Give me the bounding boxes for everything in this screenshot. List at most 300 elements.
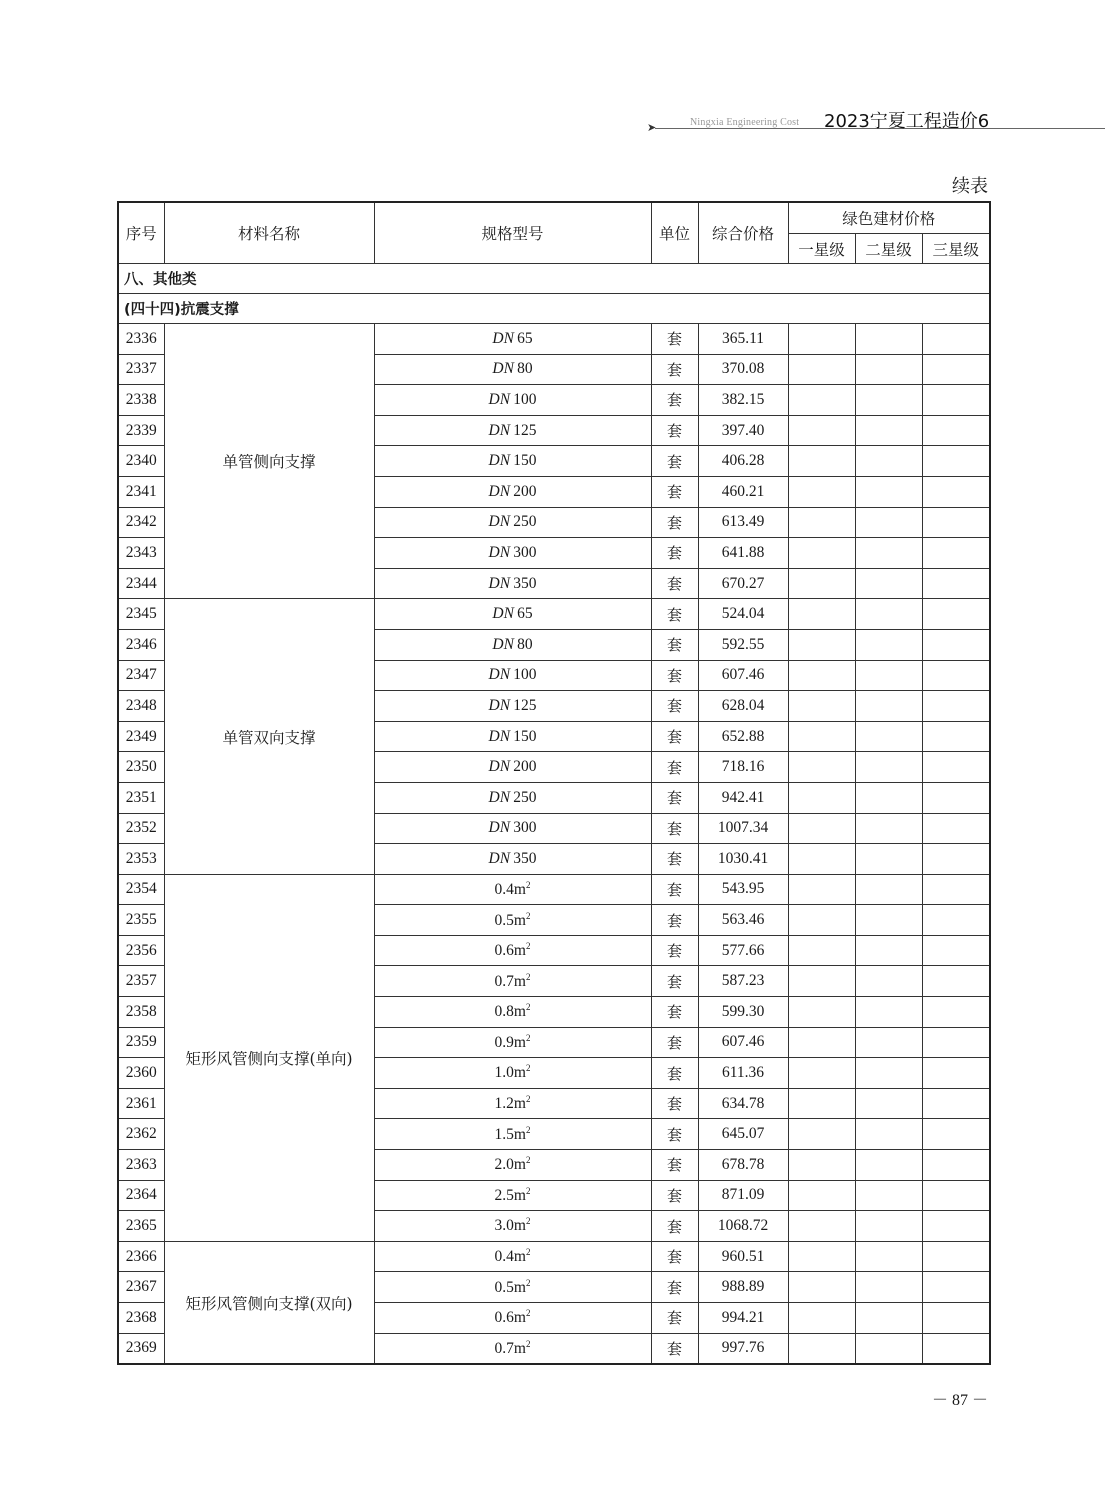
price-cell: 577.66 bbox=[698, 935, 788, 966]
spec-cell bbox=[374, 1119, 651, 1150]
spec-prefix: DN bbox=[488, 666, 511, 684]
price-cell: 988.89 bbox=[698, 1272, 788, 1303]
green-one-star-cell bbox=[788, 691, 855, 722]
green-one-star-cell bbox=[788, 874, 855, 905]
green-three-star-cell bbox=[922, 935, 990, 966]
spec-cell bbox=[374, 1241, 651, 1272]
spec-cell bbox=[374, 446, 651, 477]
green-two-star-cell bbox=[855, 538, 922, 569]
unit-cell: 套 bbox=[651, 844, 698, 875]
unit-cell: 套 bbox=[651, 782, 698, 813]
spec-value: 0.9m bbox=[494, 1034, 526, 1052]
price-cell: 406.28 bbox=[698, 446, 788, 477]
spec-prefix: DN bbox=[488, 574, 511, 592]
spec-value: 80 bbox=[517, 635, 533, 653]
row-index: 2355 bbox=[118, 905, 164, 936]
spec-prefix: DN bbox=[492, 635, 514, 653]
price-cell: 365.11 bbox=[698, 324, 788, 355]
price-cell: 397.40 bbox=[698, 415, 788, 446]
unit-cell: 套 bbox=[651, 1241, 698, 1272]
green-three-star-cell bbox=[922, 599, 990, 630]
green-one-star-cell bbox=[788, 1150, 855, 1181]
spec-value: 0.6m bbox=[494, 1309, 526, 1327]
col-header-index: 序号 bbox=[118, 202, 164, 264]
green-one-star-cell bbox=[788, 1180, 855, 1211]
green-three-star-cell bbox=[922, 446, 990, 477]
price-cell: 1007.34 bbox=[698, 813, 788, 844]
green-two-star-cell bbox=[855, 1027, 922, 1058]
green-three-star-cell bbox=[922, 385, 990, 416]
unit-cell: 套 bbox=[651, 568, 698, 599]
green-one-star-cell bbox=[788, 1241, 855, 1272]
spec-value: 350 bbox=[513, 574, 537, 592]
price-table bbox=[117, 201, 991, 1365]
spec-prefix: DN bbox=[492, 329, 514, 347]
col-header-price: 综合价格 bbox=[698, 202, 788, 264]
unit-cell: 套 bbox=[651, 1058, 698, 1089]
spec-prefix: DN bbox=[488, 849, 511, 867]
price-cell: 524.04 bbox=[698, 599, 788, 630]
row-index: 2361 bbox=[118, 1088, 164, 1119]
table-row bbox=[118, 1241, 990, 1272]
spec-value: 350 bbox=[513, 849, 537, 867]
unit-cell: 套 bbox=[651, 1088, 698, 1119]
spec-cell bbox=[374, 1211, 651, 1242]
row-index: 2365 bbox=[118, 1211, 164, 1242]
price-cell: 460.21 bbox=[698, 476, 788, 507]
spec-cell bbox=[374, 691, 651, 722]
spec-value: 0.6m bbox=[494, 942, 526, 960]
price-cell: 942.41 bbox=[698, 782, 788, 813]
green-three-star-cell bbox=[922, 568, 990, 599]
unit-cell: 套 bbox=[651, 324, 698, 355]
spec-value: 1.2m bbox=[494, 1095, 526, 1113]
spec-value: 100 bbox=[513, 390, 537, 408]
row-index: 2353 bbox=[118, 844, 164, 875]
price-cell: 607.46 bbox=[698, 660, 788, 691]
unit-cell: 套 bbox=[651, 1333, 698, 1364]
green-two-star-cell bbox=[855, 568, 922, 599]
row-index: 2336 bbox=[118, 324, 164, 355]
row-index: 2359 bbox=[118, 1027, 164, 1058]
page-number: － 87 － bbox=[931, 1392, 988, 1409]
spec-cell bbox=[374, 1272, 651, 1303]
spec-superscript: 2 bbox=[525, 1155, 531, 1166]
spec-cell bbox=[374, 752, 651, 783]
unit-cell: 套 bbox=[651, 874, 698, 905]
spec-cell bbox=[374, 905, 651, 936]
spec-prefix: DN bbox=[488, 727, 511, 745]
row-index: 2341 bbox=[118, 476, 164, 507]
green-three-star-cell bbox=[922, 660, 990, 691]
spec-cell bbox=[374, 1088, 651, 1119]
green-one-star-cell bbox=[788, 324, 855, 355]
spec-superscript: 2 bbox=[525, 910, 531, 921]
spec-cell bbox=[374, 354, 651, 385]
green-three-star-cell bbox=[922, 1180, 990, 1211]
price-cell: 543.95 bbox=[698, 874, 788, 905]
spec-prefix: DN bbox=[488, 421, 511, 439]
spec-cell bbox=[374, 538, 651, 569]
spec-value: 65 bbox=[517, 329, 533, 347]
green-two-star-cell bbox=[855, 507, 922, 538]
unit-cell: 套 bbox=[651, 1027, 698, 1058]
spec-superscript: 2 bbox=[525, 1094, 531, 1105]
col-header-spec: 规格型号 bbox=[374, 202, 651, 264]
unit-cell: 套 bbox=[651, 354, 698, 385]
green-two-star-cell bbox=[855, 629, 922, 660]
green-three-star-cell bbox=[922, 476, 990, 507]
price-cell: 628.04 bbox=[698, 691, 788, 722]
row-index: 2344 bbox=[118, 568, 164, 599]
spec-superscript: 2 bbox=[525, 1247, 531, 1258]
green-one-star-cell bbox=[788, 599, 855, 630]
spec-cell bbox=[374, 966, 651, 997]
spec-superscript: 2 bbox=[525, 1185, 531, 1196]
green-one-star-cell bbox=[788, 813, 855, 844]
row-index: 2352 bbox=[118, 813, 164, 844]
spec-cell bbox=[374, 997, 651, 1028]
header-arrow-icon: ➤ bbox=[647, 121, 657, 134]
spec-prefix: DN bbox=[488, 758, 511, 776]
spec-superscript: 2 bbox=[525, 1124, 531, 1135]
row-index: 2367 bbox=[118, 1272, 164, 1303]
category-row: 八、其他类 bbox=[118, 264, 990, 294]
spec-value: 150 bbox=[513, 727, 537, 745]
green-one-star-cell bbox=[788, 997, 855, 1028]
spec-cell bbox=[374, 1150, 651, 1181]
unit-cell: 套 bbox=[651, 660, 698, 691]
green-one-star-cell bbox=[788, 660, 855, 691]
spec-value: 1.5m bbox=[494, 1125, 526, 1143]
unit-cell: 套 bbox=[651, 1119, 698, 1150]
price-cell: 1030.41 bbox=[698, 844, 788, 875]
green-three-star-cell bbox=[922, 691, 990, 722]
row-index: 2350 bbox=[118, 752, 164, 783]
price-cell: 641.88 bbox=[698, 538, 788, 569]
row-index: 2354 bbox=[118, 874, 164, 905]
col-header-unit: 单位 bbox=[651, 202, 698, 264]
row-index: 2356 bbox=[118, 935, 164, 966]
col-header-name: 材料名称 bbox=[164, 202, 374, 264]
green-one-star-cell bbox=[788, 1088, 855, 1119]
green-one-star-cell bbox=[788, 752, 855, 783]
green-two-star-cell bbox=[855, 1303, 922, 1334]
green-three-star-cell bbox=[922, 966, 990, 997]
green-one-star-cell bbox=[788, 721, 855, 752]
unit-cell: 套 bbox=[651, 446, 698, 477]
spec-cell bbox=[374, 629, 651, 660]
green-three-star-cell bbox=[922, 415, 990, 446]
price-cell: 718.16 bbox=[698, 752, 788, 783]
spec-prefix: DN bbox=[488, 482, 511, 500]
spec-superscript: 2 bbox=[525, 1063, 531, 1074]
green-two-star-cell bbox=[855, 997, 922, 1028]
spec-prefix: DN bbox=[492, 605, 514, 623]
spec-value: 250 bbox=[513, 513, 537, 531]
unit-cell: 套 bbox=[651, 752, 698, 783]
spec-cell bbox=[374, 1333, 651, 1364]
spec-cell bbox=[374, 476, 651, 507]
row-index: 2347 bbox=[118, 660, 164, 691]
price-cell: 960.51 bbox=[698, 1241, 788, 1272]
green-three-star-cell bbox=[922, 997, 990, 1028]
table-row bbox=[118, 874, 990, 905]
table-row bbox=[118, 599, 990, 630]
spec-value: 0.8m bbox=[494, 1003, 526, 1021]
row-index: 2351 bbox=[118, 782, 164, 813]
spec-cell bbox=[374, 568, 651, 599]
spec-cell bbox=[374, 721, 651, 752]
green-one-star-cell bbox=[788, 476, 855, 507]
spec-value: 0.4m bbox=[494, 881, 526, 899]
row-index: 2342 bbox=[118, 507, 164, 538]
spec-superscript: 2 bbox=[525, 1216, 531, 1227]
spec-value: 3.0m bbox=[494, 1217, 526, 1235]
green-two-star-cell bbox=[855, 874, 922, 905]
green-two-star-cell bbox=[855, 385, 922, 416]
unit-cell: 套 bbox=[651, 385, 698, 416]
price-cell: 382.15 bbox=[698, 385, 788, 416]
green-one-star-cell bbox=[788, 385, 855, 416]
row-index: 2363 bbox=[118, 1150, 164, 1181]
green-two-star-cell bbox=[855, 844, 922, 875]
unit-cell: 套 bbox=[651, 507, 698, 538]
spec-prefix: DN bbox=[488, 513, 511, 531]
col-header-green-three-star: 三星级 bbox=[922, 234, 990, 264]
price-cell: 652.88 bbox=[698, 721, 788, 752]
spec-cell bbox=[374, 385, 651, 416]
material-name: 矩形风管侧向支撑(双向) bbox=[164, 1241, 374, 1364]
green-two-star-cell bbox=[855, 446, 922, 477]
unit-cell: 套 bbox=[651, 1211, 698, 1242]
green-one-star-cell bbox=[788, 446, 855, 477]
spec-superscript: 2 bbox=[525, 1338, 531, 1349]
green-two-star-cell bbox=[855, 721, 922, 752]
green-one-star-cell bbox=[788, 568, 855, 599]
row-index: 2360 bbox=[118, 1058, 164, 1089]
unit-cell: 套 bbox=[651, 538, 698, 569]
green-one-star-cell bbox=[788, 1211, 855, 1242]
spec-superscript: 2 bbox=[525, 971, 531, 982]
spec-prefix: DN bbox=[492, 360, 514, 378]
spec-value: 100 bbox=[513, 666, 537, 684]
material-name: 单管双向支撑 bbox=[164, 599, 374, 874]
green-one-star-cell bbox=[788, 905, 855, 936]
spec-superscript: 2 bbox=[525, 879, 531, 890]
spec-value: 300 bbox=[513, 543, 537, 561]
green-two-star-cell bbox=[855, 476, 922, 507]
green-one-star-cell bbox=[788, 1333, 855, 1364]
spec-prefix: DN bbox=[488, 543, 511, 561]
row-index: 2349 bbox=[118, 721, 164, 752]
green-three-star-cell bbox=[922, 354, 990, 385]
green-three-star-cell bbox=[922, 1211, 990, 1242]
spec-value: 150 bbox=[513, 452, 537, 470]
green-two-star-cell bbox=[855, 1180, 922, 1211]
green-two-star-cell bbox=[855, 782, 922, 813]
row-index: 2368 bbox=[118, 1303, 164, 1334]
unit-cell: 套 bbox=[651, 813, 698, 844]
spec-cell bbox=[374, 1058, 651, 1089]
unit-cell: 套 bbox=[651, 599, 698, 630]
green-three-star-cell bbox=[922, 813, 990, 844]
spec-prefix: DN bbox=[488, 819, 511, 837]
unit-cell: 套 bbox=[651, 935, 698, 966]
green-three-star-cell bbox=[922, 874, 990, 905]
price-cell: 592.55 bbox=[698, 629, 788, 660]
green-one-star-cell bbox=[788, 1303, 855, 1334]
spec-value: 200 bbox=[513, 482, 537, 500]
green-one-star-cell bbox=[788, 966, 855, 997]
green-two-star-cell bbox=[855, 599, 922, 630]
green-three-star-cell bbox=[922, 324, 990, 355]
unit-cell: 套 bbox=[651, 629, 698, 660]
green-two-star-cell bbox=[855, 1088, 922, 1119]
material-name: 单管侧向支撑 bbox=[164, 324, 374, 599]
green-three-star-cell bbox=[922, 1272, 990, 1303]
green-two-star-cell bbox=[855, 935, 922, 966]
price-cell: 599.30 bbox=[698, 997, 788, 1028]
spec-prefix: DN bbox=[488, 390, 511, 408]
material-name: 矩形风管侧向支撑(单向) bbox=[164, 874, 374, 1241]
spec-cell bbox=[374, 844, 651, 875]
green-two-star-cell bbox=[855, 966, 922, 997]
header-chinese-title: 2023宁夏工程造价6 bbox=[824, 111, 990, 132]
green-two-star-cell bbox=[855, 905, 922, 936]
green-two-star-cell bbox=[855, 660, 922, 691]
green-two-star-cell bbox=[855, 354, 922, 385]
spec-cell bbox=[374, 324, 651, 355]
price-cell: 678.78 bbox=[698, 1150, 788, 1181]
price-table-container bbox=[117, 201, 989, 1365]
green-two-star-cell bbox=[855, 1119, 922, 1150]
green-one-star-cell bbox=[788, 1119, 855, 1150]
spec-prefix: DN bbox=[488, 696, 511, 714]
continuation-label: 续表 bbox=[952, 176, 988, 197]
row-index: 2369 bbox=[118, 1333, 164, 1364]
spec-value: 80 bbox=[517, 360, 533, 378]
green-three-star-cell bbox=[922, 629, 990, 660]
spec-value: 2.0m bbox=[494, 1156, 526, 1174]
spec-cell bbox=[374, 813, 651, 844]
green-three-star-cell bbox=[922, 1303, 990, 1334]
col-header-green-one-star: 一星级 bbox=[788, 234, 855, 264]
green-one-star-cell bbox=[788, 507, 855, 538]
green-one-star-cell bbox=[788, 1058, 855, 1089]
subcategory-row: (四十四)抗震支撑 bbox=[118, 294, 990, 324]
spec-value: 125 bbox=[513, 696, 537, 714]
unit-cell: 套 bbox=[651, 905, 698, 936]
spec-value: 200 bbox=[513, 758, 537, 776]
table-row bbox=[118, 324, 990, 355]
green-two-star-cell bbox=[855, 813, 922, 844]
row-index: 2358 bbox=[118, 997, 164, 1028]
green-three-star-cell bbox=[922, 1150, 990, 1181]
green-three-star-cell bbox=[922, 1333, 990, 1364]
green-two-star-cell bbox=[855, 1272, 922, 1303]
spec-superscript: 2 bbox=[525, 1277, 531, 1288]
green-three-star-cell bbox=[922, 844, 990, 875]
green-one-star-cell bbox=[788, 1272, 855, 1303]
green-one-star-cell bbox=[788, 782, 855, 813]
spec-cell bbox=[374, 415, 651, 446]
green-two-star-cell bbox=[855, 1211, 922, 1242]
green-one-star-cell bbox=[788, 415, 855, 446]
spec-cell bbox=[374, 874, 651, 905]
spec-value: 65 bbox=[517, 605, 533, 623]
spec-cell bbox=[374, 599, 651, 630]
unit-cell: 套 bbox=[651, 476, 698, 507]
green-two-star-cell bbox=[855, 1058, 922, 1089]
price-cell: 370.08 bbox=[698, 354, 788, 385]
green-three-star-cell bbox=[922, 1027, 990, 1058]
spec-cell bbox=[374, 1303, 651, 1334]
green-one-star-cell bbox=[788, 354, 855, 385]
unit-cell: 套 bbox=[651, 1180, 698, 1211]
header-english-title: Ningxia Engineering Cost bbox=[690, 117, 800, 128]
spec-prefix: DN bbox=[488, 788, 511, 806]
spec-cell bbox=[374, 660, 651, 691]
green-two-star-cell bbox=[855, 415, 922, 446]
price-cell: 611.36 bbox=[698, 1058, 788, 1089]
spec-value: 0.7m bbox=[494, 972, 526, 990]
price-cell: 563.46 bbox=[698, 905, 788, 936]
green-one-star-cell bbox=[788, 844, 855, 875]
green-three-star-cell bbox=[922, 752, 990, 783]
green-three-star-cell bbox=[922, 507, 990, 538]
spec-value: 0.7m bbox=[494, 1339, 526, 1357]
spec-value: 1.0m bbox=[494, 1064, 526, 1082]
price-cell: 645.07 bbox=[698, 1119, 788, 1150]
spec-cell bbox=[374, 935, 651, 966]
unit-cell: 套 bbox=[651, 966, 698, 997]
green-one-star-cell bbox=[788, 1027, 855, 1058]
unit-cell: 套 bbox=[651, 691, 698, 722]
green-three-star-cell bbox=[922, 905, 990, 936]
row-index: 2337 bbox=[118, 354, 164, 385]
price-cell: 994.21 bbox=[698, 1303, 788, 1334]
spec-cell bbox=[374, 1180, 651, 1211]
green-three-star-cell bbox=[922, 721, 990, 752]
green-two-star-cell bbox=[855, 1333, 922, 1364]
row-index: 2346 bbox=[118, 629, 164, 660]
row-index: 2345 bbox=[118, 599, 164, 630]
spec-prefix: DN bbox=[488, 452, 511, 470]
row-index: 2357 bbox=[118, 966, 164, 997]
green-three-star-cell bbox=[922, 782, 990, 813]
spec-superscript: 2 bbox=[525, 941, 531, 952]
green-two-star-cell bbox=[855, 324, 922, 355]
green-three-star-cell bbox=[922, 1119, 990, 1150]
spec-value: 125 bbox=[513, 421, 537, 439]
spec-value: 250 bbox=[513, 788, 537, 806]
green-two-star-cell bbox=[855, 1150, 922, 1181]
spec-value: 2.5m bbox=[494, 1187, 526, 1204]
price-cell: 871.09 bbox=[698, 1180, 788, 1211]
row-index: 2348 bbox=[118, 691, 164, 722]
green-three-star-cell bbox=[922, 538, 990, 569]
col-header-green-price: 绿色建材价格 bbox=[788, 202, 990, 234]
row-index: 2362 bbox=[118, 1119, 164, 1150]
unit-cell: 套 bbox=[651, 1150, 698, 1181]
row-index: 2339 bbox=[118, 415, 164, 446]
green-one-star-cell bbox=[788, 935, 855, 966]
spec-value: 300 bbox=[513, 819, 537, 837]
unit-cell: 套 bbox=[651, 1272, 698, 1303]
green-three-star-cell bbox=[922, 1241, 990, 1272]
row-index: 2343 bbox=[118, 538, 164, 569]
